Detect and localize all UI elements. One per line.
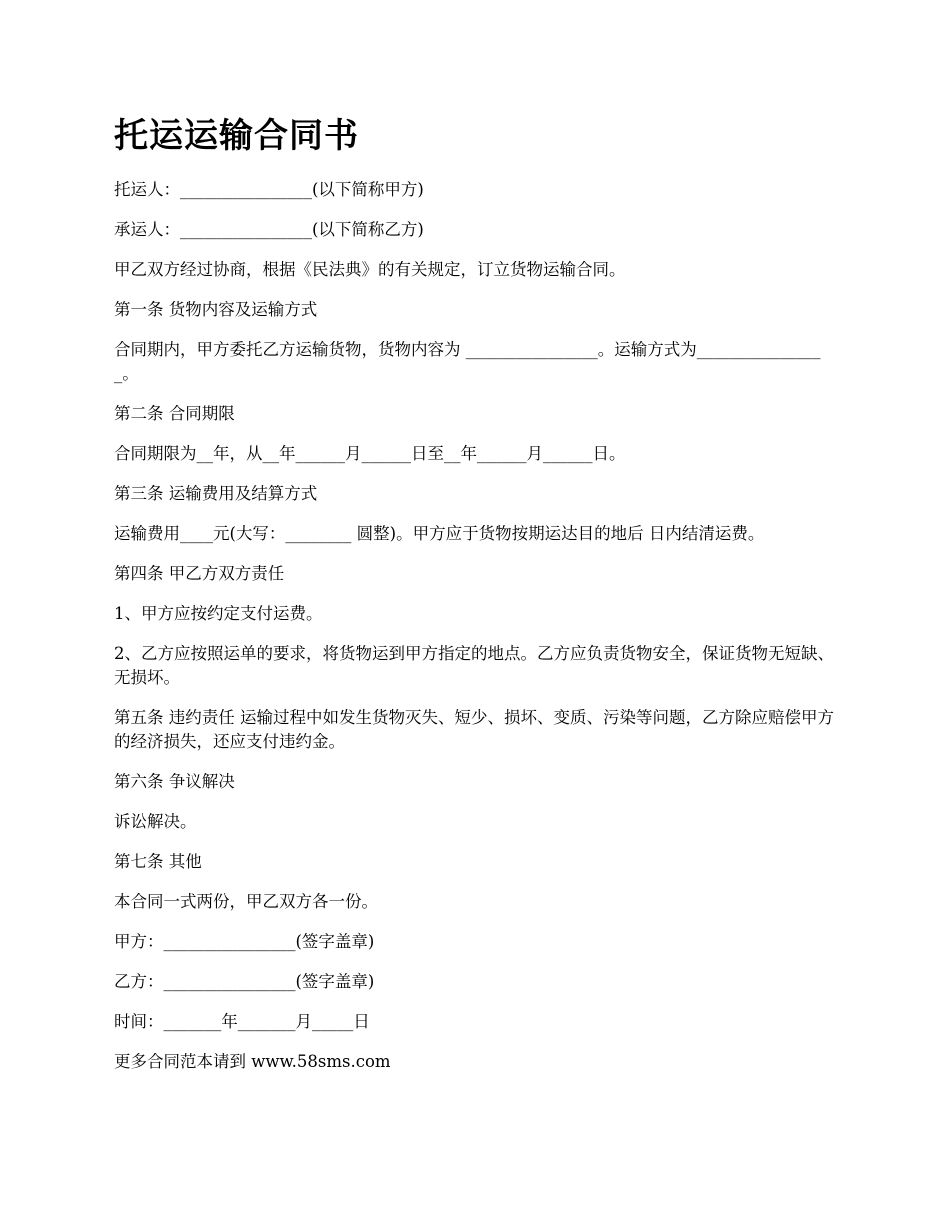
article-7-heading: 第七条 其他 — [114, 852, 202, 871]
date-line: 时间：_______年_______月_____日 — [114, 1012, 370, 1031]
document-title: 托运运输合同书 — [114, 116, 359, 156]
article-4-heading: 第四条 甲乙方双方责任 — [114, 564, 285, 583]
article-1-body: 合同期内，甲方委托乙方运输货物，货物内容为 ________________。运输方式为________________。 — [114, 340, 821, 383]
article-6-heading: 第六条 争议解决 — [114, 772, 235, 791]
party-b-signature: 乙方：________________(签字盖章) — [114, 972, 375, 991]
carrier-line: 承运人：________________(以下简称乙方) — [114, 220, 424, 239]
article-2-heading: 第二条 合同期限 — [114, 404, 235, 423]
article-1-heading: 第一条 货物内容及运输方式 — [114, 300, 318, 319]
article-4-item-2: 2、乙方应按照运单的要求，将货物运到甲方指定的地点。乙方应负责货物安全，保证货物无短缺、无损坏。 — [114, 644, 834, 687]
party-a-signature: 甲方：________________(签字盖章) — [114, 932, 375, 951]
article-6-body: 诉讼解决。 — [114, 812, 197, 831]
article-3-body: 运输费用____元(大写：________ 圆整)。甲方应于货物按期运达目的地后 日内结清运费。 — [114, 524, 765, 543]
article-4-item-1: 1、甲方应按约定支付运费。 — [114, 604, 323, 623]
document-page — [114, 112, 840, 1090]
article-3-heading: 第三条 运输费用及结算方式 — [114, 484, 318, 503]
footer-link-text: 更多合同范本请到 www.58sms.com — [114, 1052, 391, 1071]
preamble: 甲乙双方经过协商，根据《民法典》的有关规定，订立货物运输合同。 — [114, 260, 626, 279]
article-7-body: 本合同一式两份，甲乙双方各一份。 — [114, 892, 378, 911]
article-2-body: 合同期限为__年，从__年______月______日至__年______月______日。 — [114, 444, 626, 463]
consignor-line: 托运人：________________(以下简称甲方) — [114, 180, 424, 199]
article-5: 第五条 违约责任 运输过程中如发生货物灭失、短少、损坏、变质、污染等问题，乙方除应赔偿甲方的经济损失，还应支付违约金。 — [114, 708, 834, 751]
